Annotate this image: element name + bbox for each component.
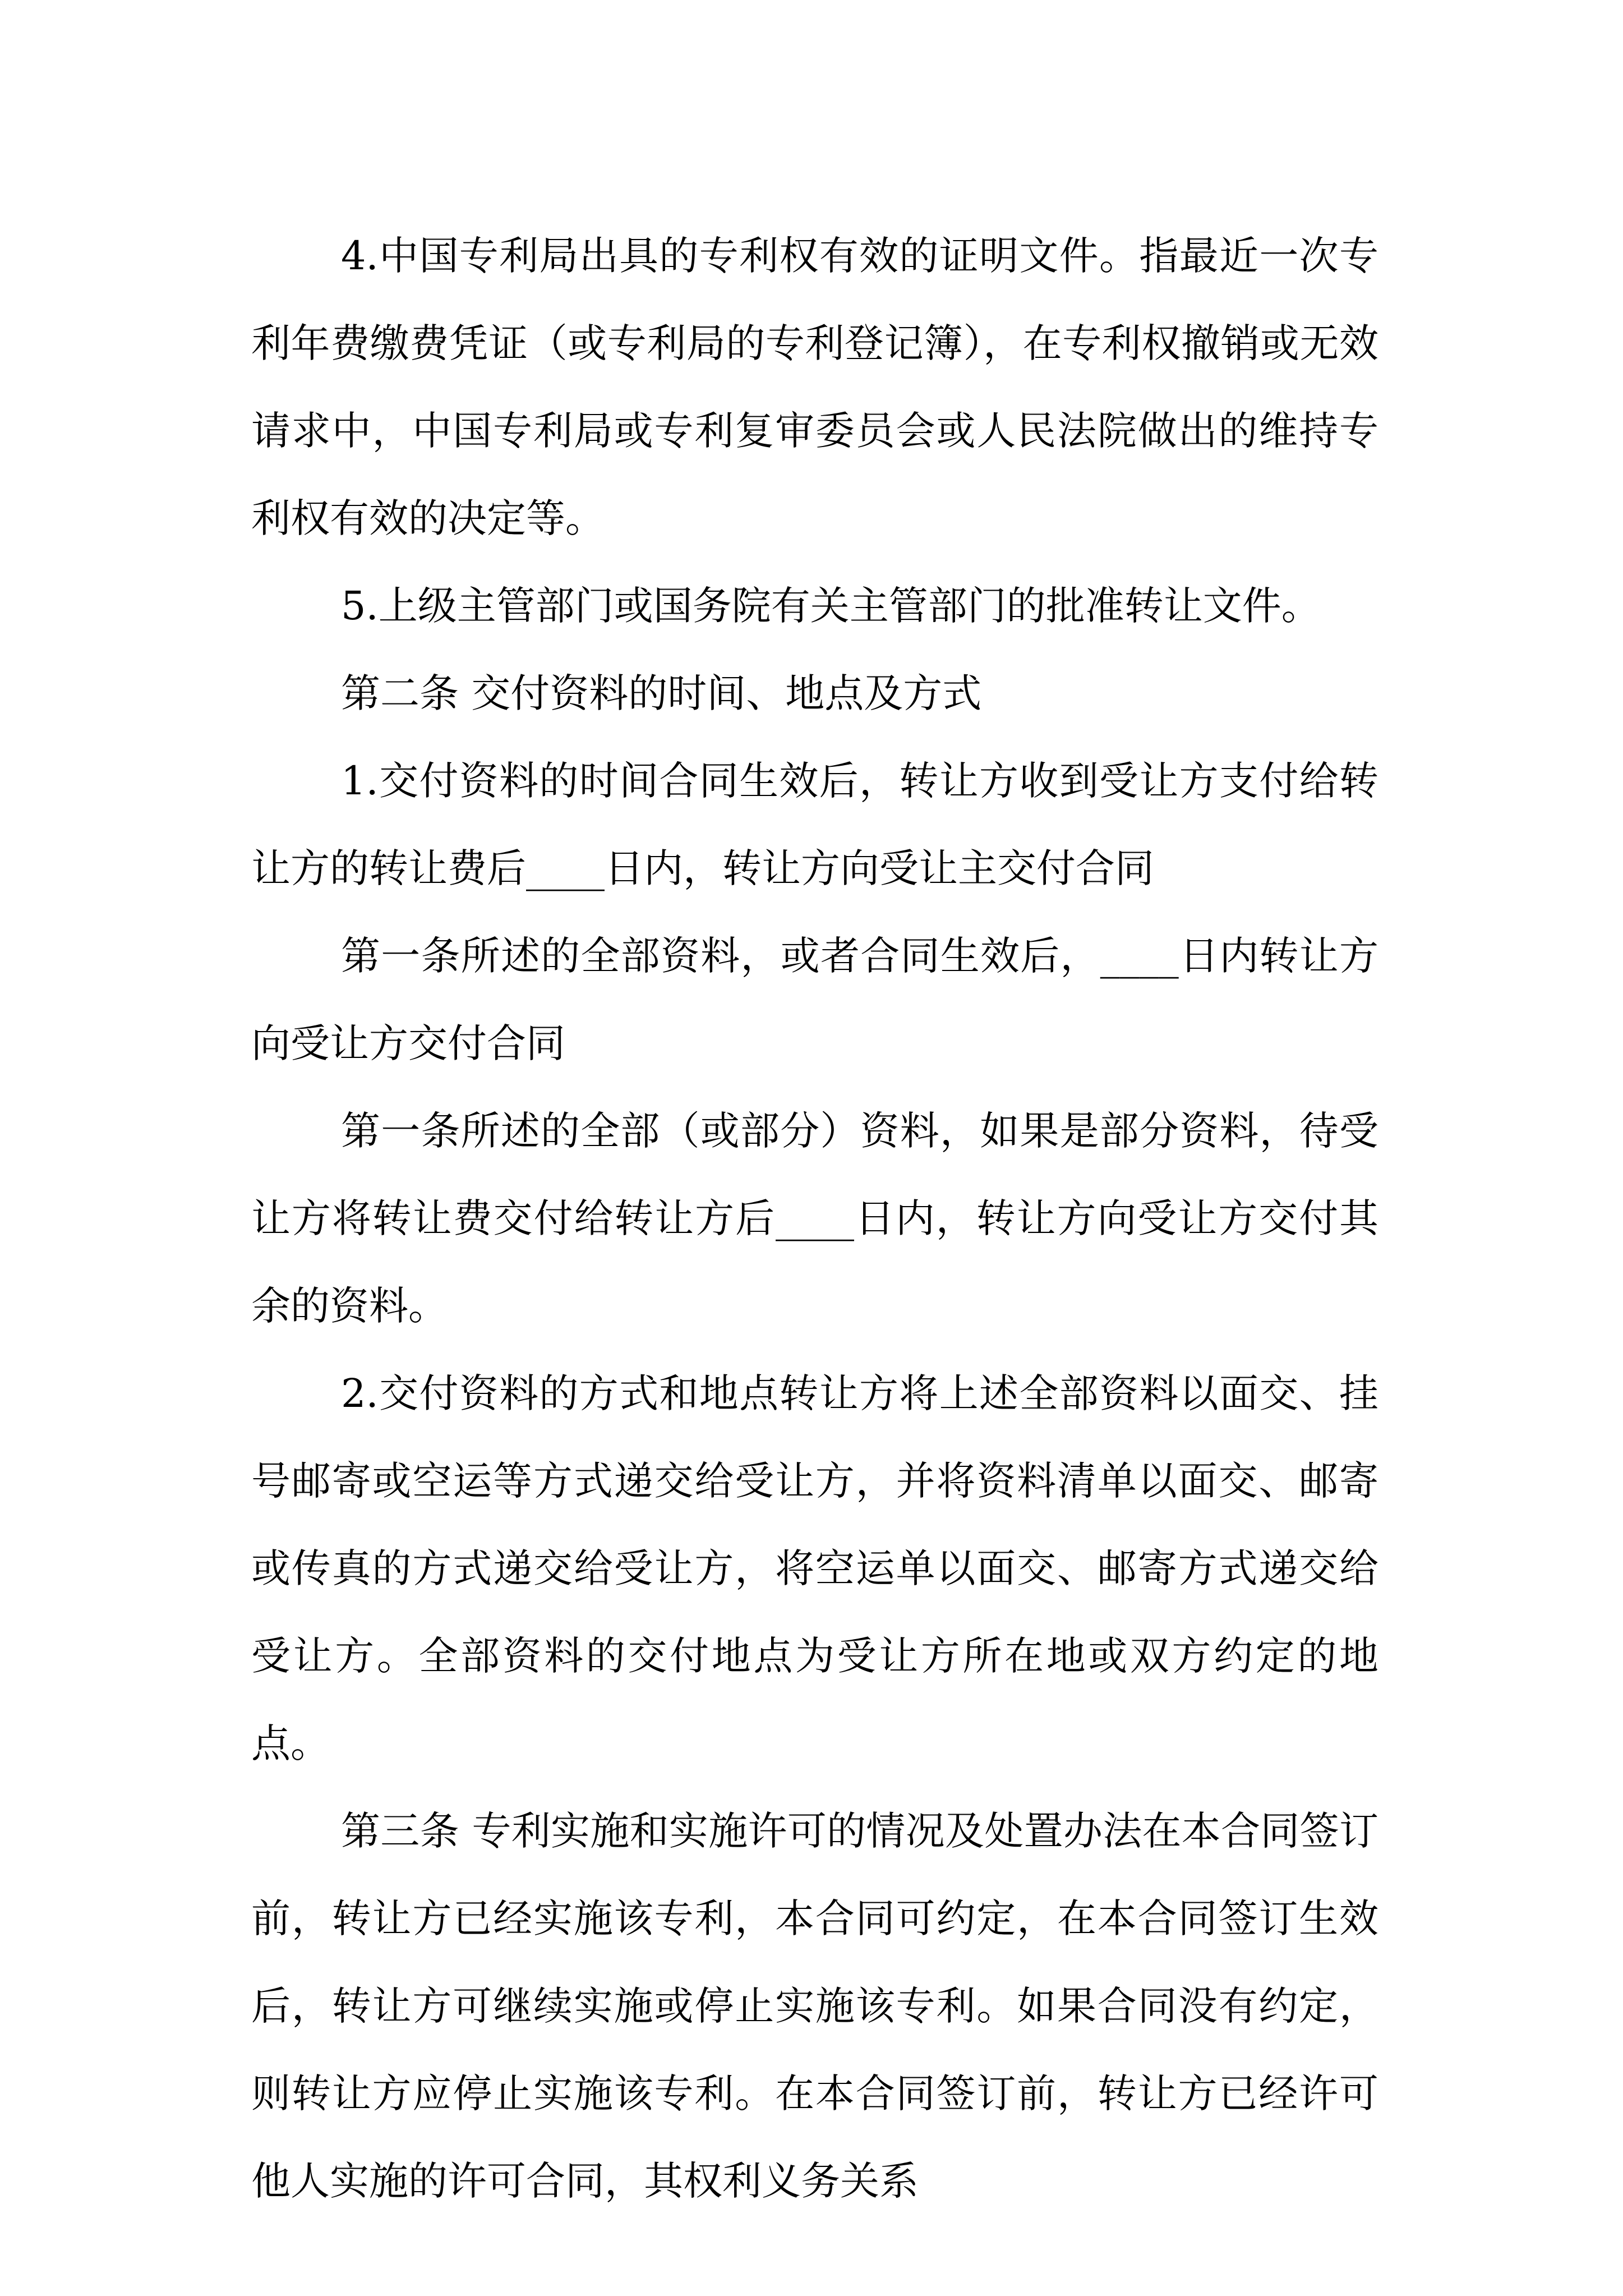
paragraph-approval-document: 5.上级主管部门或国务院有关主管部门的批准转让文件。 <box>341 583 1321 629</box>
paragraph-patent-validity-proof: 4.中国专利局出具的专利权有效的证明文件。指最近一次专利年费缴费凭证（或专利局的专利登记簿），在专利权撤销或无效请求中，中国专利局或专利复审委员会或人民法院做出的维持专利权有效的决定等。 <box>251 233 1378 541</box>
paragraph-delivery-time: 1.交付资料的时间合同生效后，转让方收到受让方支付给转让方的转让费后____日内，转让方向受让主交付合同 <box>251 758 1378 891</box>
paragraph-delivery-method-place: 2.交付资料的方式和地点转让方将上述全部资料以面交、挂号邮寄或空运等方式递交给受让方，并将资料清单以面交、邮寄或传真的方式递交给受让方，将空运单以面交、邮寄方式递交给受让方。全部资料的交付地点为受让方所在地或双方约定的地点。 <box>251 1370 1378 1766</box>
paragraph-delivery-partial-materials: 第一条所述的全部（或部分）资料，如果是部分资料，待受让方将转让费交付给转让方后____日内，转让方向受让方交付其余的资料。 <box>251 1108 1378 1329</box>
article-two-heading: 第二条 交付资料的时间、地点及方式 <box>341 670 982 716</box>
paragraph-delivery-all-materials: 第一条所述的全部资料，或者合同生效后，____日内转让方向受让方交付合同 <box>251 933 1378 1066</box>
article-three-paragraph: 第三条 专利实施和实施许可的情况及处置办法在本合同签订前，转让方已经实施该专利，本合同可约定，在本合同签订生效后，转让方可继续实施或停止实施该专利。如果合同没有约定，则转让方应停止实施该专利。在本合同签订前，转让方已经许可他人实施的许可合同，其权利义务关系 <box>251 1808 1378 2204</box>
document-body <box>251 212 1378 2225</box>
